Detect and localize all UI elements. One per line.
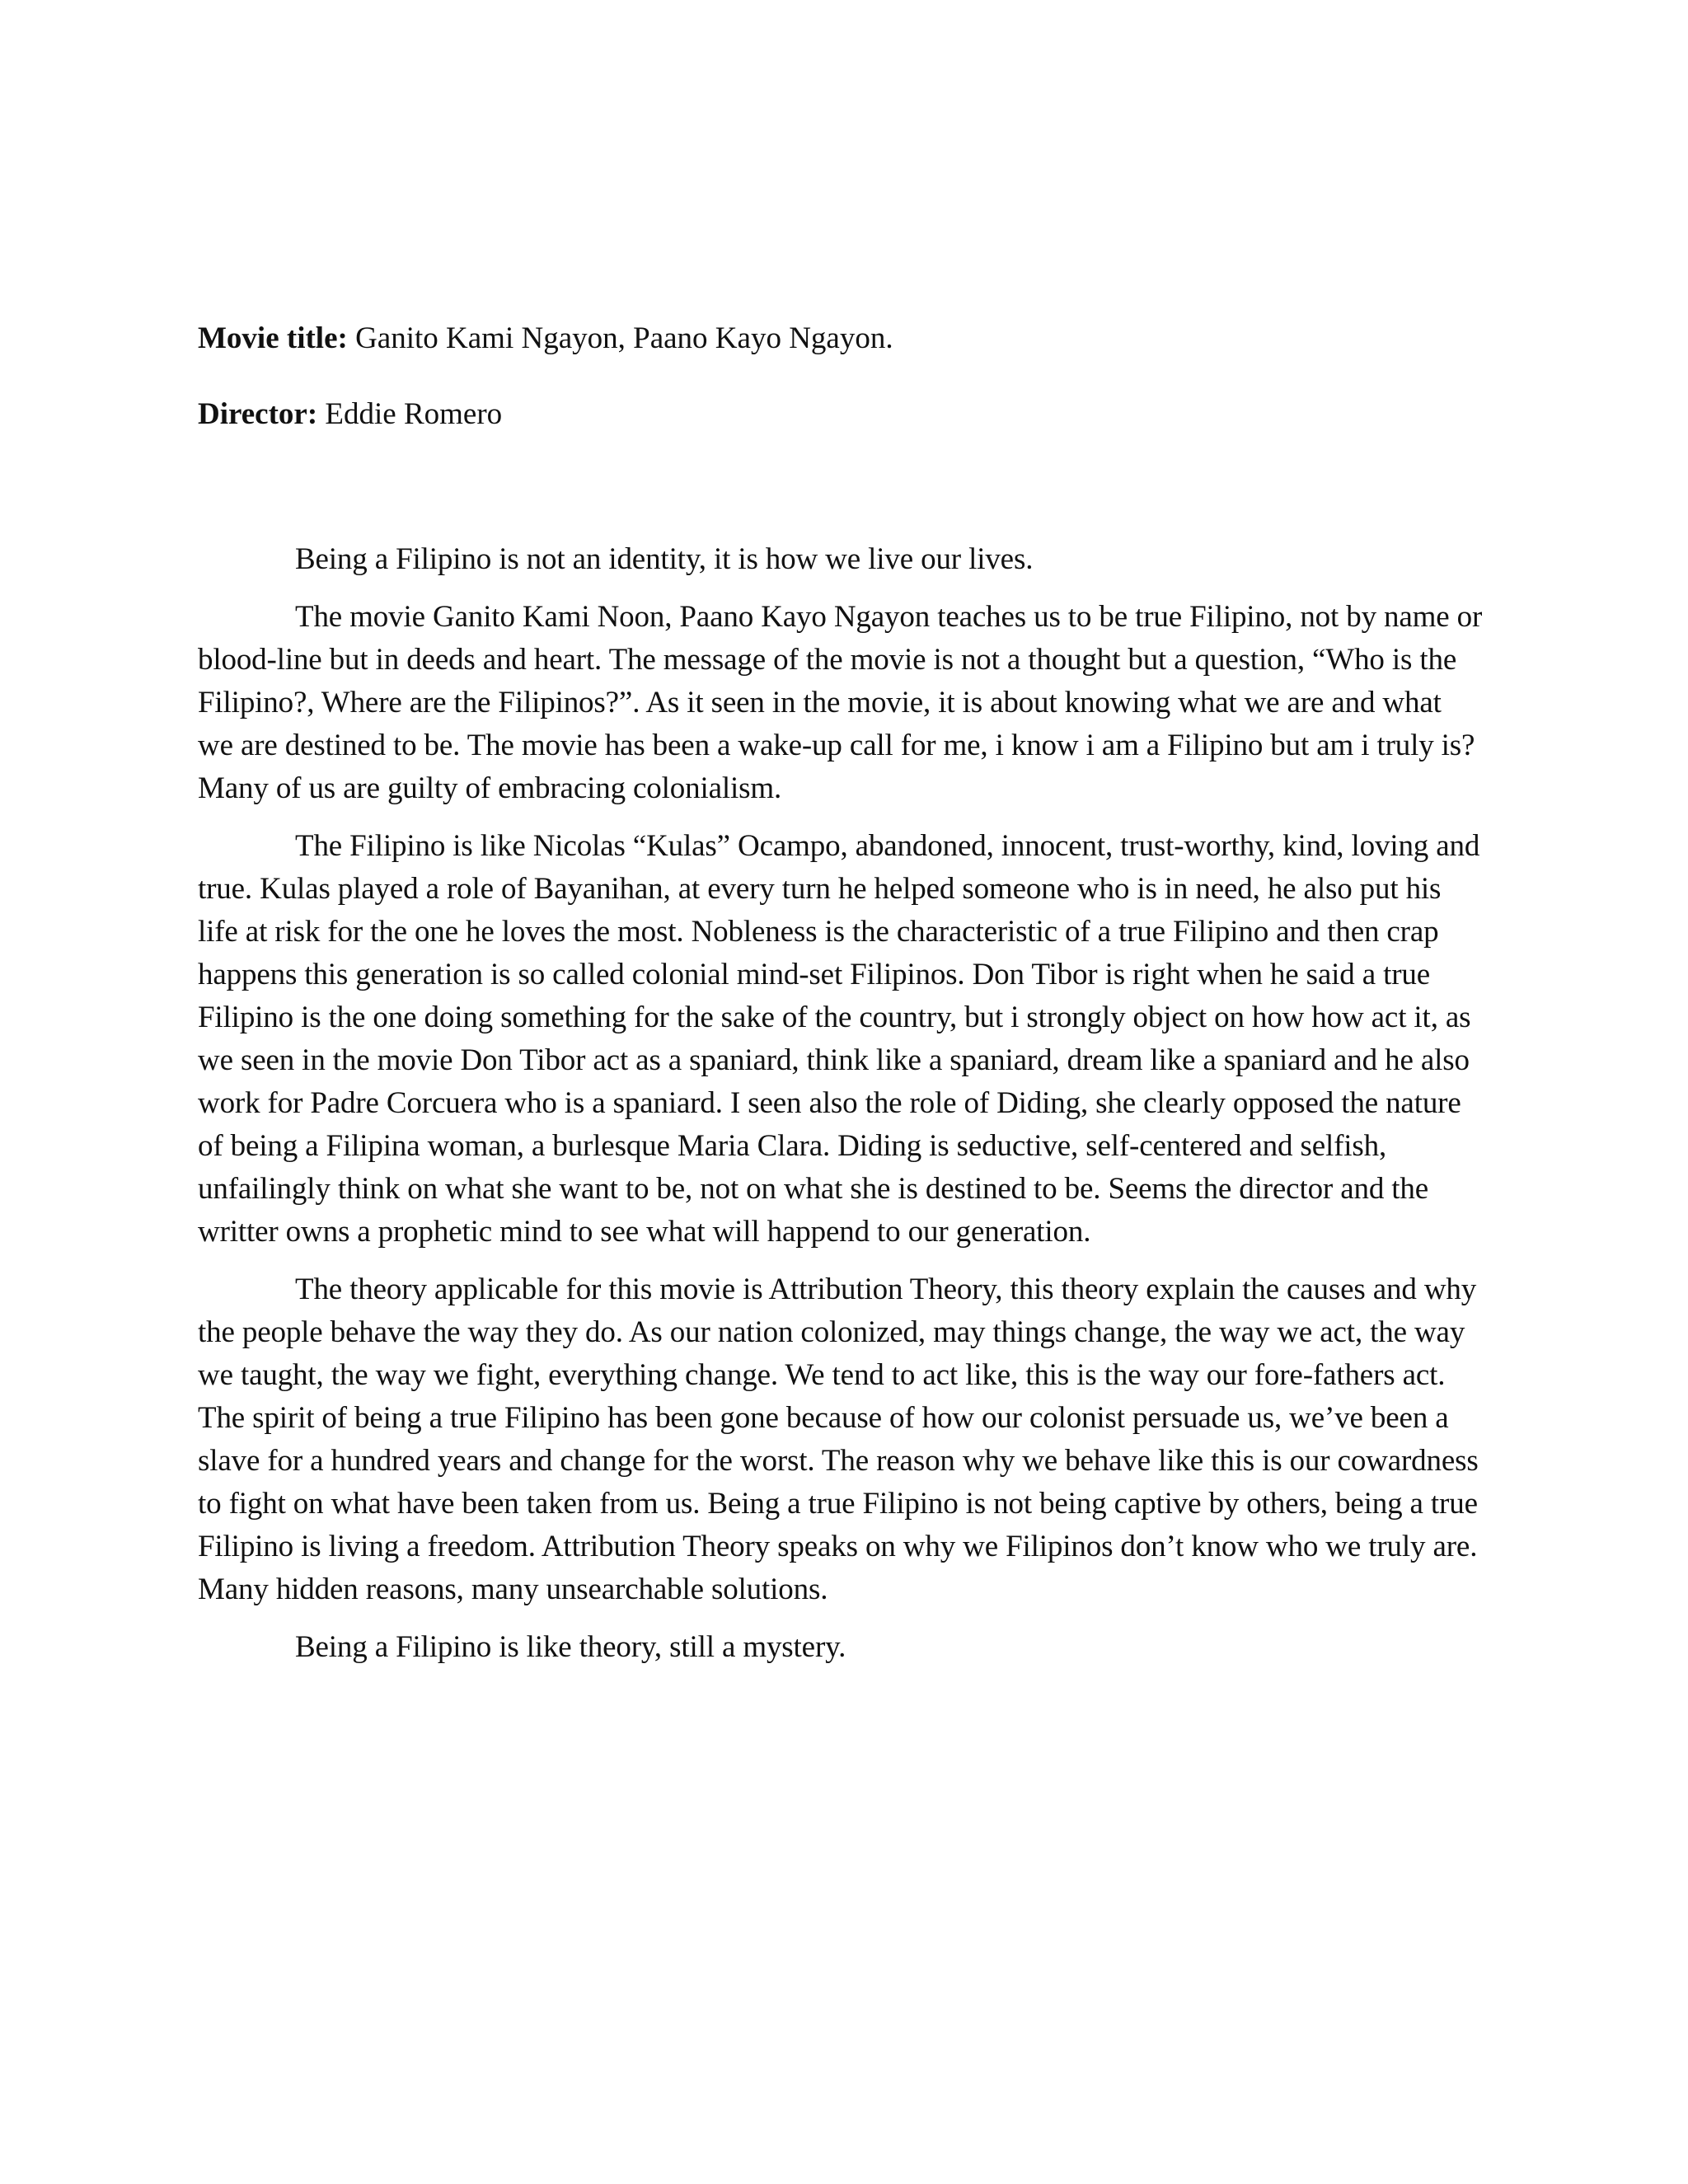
director-label: Director: — [198, 397, 318, 431]
paragraph-theory: The theory applicable for this movie is Attribution Theory, this theory explain the causes and why the people behave the way they do. As our nation colonized, may things change, the way we act, the way we taught, the way we fight, everything change. We tend to act like, this is the way our fore-fathers act. The spirit of being a true Filipino has been gone because of how our colonist persuade us, we’ve been a slave for a hundred years and change for the worst. The reason why we behave like this is our cowardness to fight on what have been taken from us. Being a true Filipino is not being captive by others, being a true Filipino is living a freedom. Attribution Theory speaks on why we Filipinos don’t know who we truly are. Many hidden reasons, many unsearchable solutions. — [198, 1272, 1479, 1606]
director-line — [198, 393, 1484, 436]
movie-title-label: Movie title: — [198, 321, 348, 355]
paragraph-conclusion: Being a Filipino is like theory, still a mystery. — [295, 1630, 846, 1664]
paragraph-characters: The Filipino is like Nicolas “Kulas” Ocampo, abandoned, innocent, trust-worthy, kind, loving and true. Kulas played a role of Bayanihan, at every turn he helped someone who is in need, he also put his life at risk for the one he loves the most. Nobleness is the characteristic of a true Filipino and then crap happens this generation is so called colonial mind-set Filipinos. Don Tibor is right when he said a true Filipino is the one doing something for the sake of the country, but i strongly object on how how act it, as we seen in the movie Don Tibor act as a spaniard, think like a spaniard, dream like a spaniard and he also work for Padre Corcuera who is a spaniard. I seen also the role of Diding, she clearly opposed the nature of being a Filipina woman, a burlesque Maria Clara. Diding is seductive, self-centered and selfish, unfailingly think on what she want to be, not on what she is destined to be. Seems the director and the writter owns a prophetic mind to see what will happend to our generation. — [198, 829, 1480, 1249]
movie-title-line — [198, 317, 1484, 360]
paragraph-intro: Being a Filipino is not an identity, it is how we live our lives. — [295, 542, 1034, 576]
essay-body — [198, 538, 1484, 1669]
movie-title-value: Ganito Kami Ngayon, Paano Kayo Ngayon. — [355, 321, 893, 355]
paragraph-movie-message: The movie Ganito Kami Noon, Paano Kayo Ngayon teaches us to be true Filipino, not by name or blood-line but in deeds and heart. The message of the movie is not a thought but a question, “Who is the Filipino?, Where are the Filipinos?”. As it seen in the movie, it is about knowing what we are and what we are destined to be. The movie has been a wake-up call for me, i know i am a Filipino but am i truly is? Many of us are guilty of embracing colonialism. — [198, 600, 1483, 805]
document-content — [198, 317, 1484, 1684]
director-value: Eddie Romero — [325, 397, 503, 431]
